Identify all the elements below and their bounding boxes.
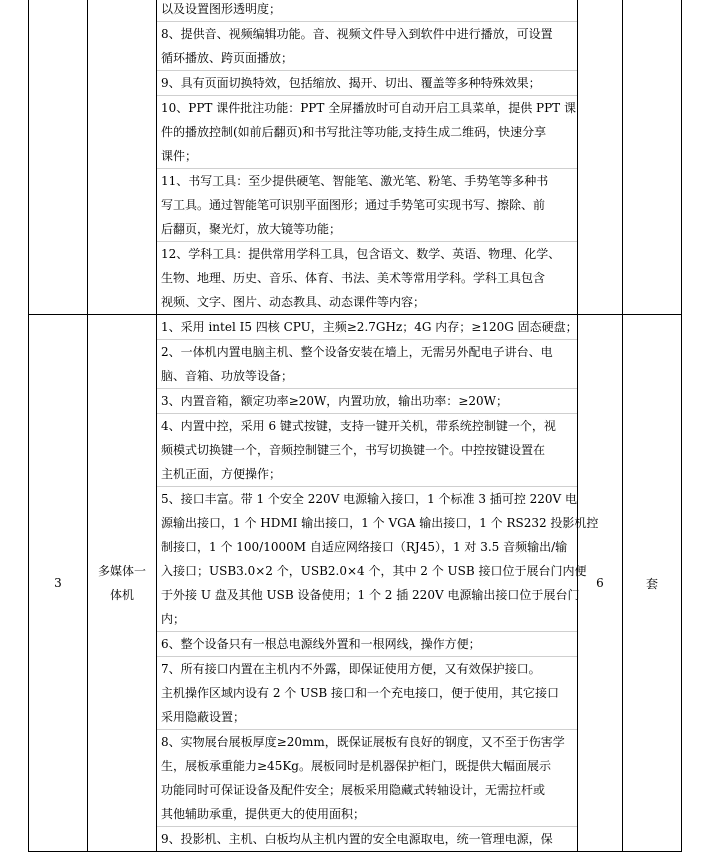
spec-line: 采用隐蔽设置； <box>161 710 246 724</box>
row-name-cell <box>88 0 157 315</box>
spec-item <box>157 95 577 168</box>
spec-line: 1、采用 intel I5 四核 CPU，主频≥2.7GHz；4G 内存；≥120G 固态硬盘； <box>161 320 578 334</box>
spec-line: 9、具有页面切换特效，包括缩放、揭开、切出、覆盖等多种特殊效果； <box>161 76 541 90</box>
spec-item <box>157 826 577 851</box>
spec-item <box>157 413 577 486</box>
table-row-3 <box>29 315 682 852</box>
spec-line: 入接口；USB3.0×2 个，USB2.0×4 个，其中 2 个 USB 接口位于展台门内便 <box>161 564 587 578</box>
spec-line: 4、内置中控，采用 6 键式按键，支持一键开关机，带系统控制键一个，视 <box>161 419 556 433</box>
spec-line: 视频、文字、图片、动态教具、动态课件等内容； <box>161 295 426 309</box>
spec-line: 写工具。通过智能笔可识别平面图形；通过手势笔可实现书写、擦除、前 <box>161 198 546 212</box>
quantity-cell <box>578 0 623 315</box>
table-row-prev <box>29 0 682 315</box>
product-name <box>88 315 157 852</box>
spec-list <box>157 315 599 851</box>
spec-line: 课件； <box>161 149 198 163</box>
spec-line: 5、接口丰富。带 1 个安全 220V 电源输入接口，1 个标准 3 插可控 220V 电 <box>161 492 578 506</box>
spec-line: 脑、音箱、功放等设备； <box>161 369 294 383</box>
spec-line: 功能同时可保证设备及配件安全；展板采用隐藏式转轴设计，无需拉杆或 <box>161 783 546 797</box>
spec-line: 于外接 U 盘及其他 USB 设备使用；1 个 2 插 220V 电源输出接口位于展台门 <box>161 588 580 602</box>
spec-item <box>157 315 577 339</box>
spec-line: 12、学科工具：提供常用学科工具，包含语文、数学、英语、物理、化学、 <box>161 247 561 261</box>
spec-table <box>28 0 682 852</box>
spec-item <box>157 21 577 70</box>
spec-line: 生物、地理、历史、音乐、体育、书法、美术等常用学科。学科工具包含 <box>161 271 546 285</box>
spec-item <box>157 631 577 656</box>
spec-item <box>157 486 599 631</box>
spec-cell <box>157 315 599 852</box>
spec-line: 内； <box>161 612 186 626</box>
spec-line: 生，展板承重能力≥45Kg。展板同时是机器保护柜门，既提供大幅面展示 <box>161 759 551 773</box>
spec-line: 8、提供音、视频编辑功能。音、视频文件导入到软件中进行播放，可设置 <box>161 27 553 41</box>
spec-line: 主机正面，方便操作； <box>161 467 282 481</box>
spec-line: 11、书写工具：至少提供硬笔、智能笔、激光笔、粉笔、手势笔等多种书 <box>161 174 549 188</box>
row-number: 3 <box>29 315 88 852</box>
quantity: 6 <box>578 315 623 852</box>
spec-item <box>157 70 577 95</box>
spec-line: 其他辅助承重，提供更大的使用面积； <box>161 807 366 821</box>
spec-line: 6、整个设备只有一根总电源线外置和一根网线，操作方便； <box>161 637 481 651</box>
spec-item <box>157 729 577 826</box>
spec-line: 9、投影机、主机、白板均从主机内置的安全电源取电，统一管理电源，保 <box>161 832 553 846</box>
spec-item <box>157 0 577 21</box>
spec-item <box>157 168 577 241</box>
spec-list <box>157 0 577 314</box>
spec-line: 8、实物展台展板厚度≥20mm，既保证展板有良好的钢度，又不至于伤害学 <box>161 735 565 749</box>
unit: 套 <box>623 315 682 852</box>
spec-cell <box>157 0 578 315</box>
row-number-cell <box>29 0 88 315</box>
spec-line: 件的播放控制(如前后翻页)和书写批注等功能,支持生成二维码，快速分享 <box>161 125 547 139</box>
product-name-line: 体机 <box>109 588 134 602</box>
spec-line: 制接口，1 个 100/1000M 自适应网络接口（RJ45），1 对 3.5 音频输出/输 <box>161 540 568 554</box>
spec-line: 2、一体机内置电脑主机、整个设备安装在墙上，无需另外配电子讲台、电 <box>161 345 553 359</box>
spec-line: 7、所有接口内置在主机内不外露，即保证使用方便，又有效保护接口。 <box>161 662 541 676</box>
spec-line: 循环播放、跨页面播放； <box>161 51 294 65</box>
spec-item <box>157 388 577 413</box>
spec-line: 3、内置音箱，额定功率≥20W，内置功放，输出功率：≥20W； <box>161 394 508 408</box>
product-name-line: 多媒体一 <box>97 564 146 578</box>
unit-cell <box>623 0 682 315</box>
spec-item <box>157 241 577 314</box>
spec-item <box>157 339 577 388</box>
spec-line: 10、PPT 课件批注功能：PPT 全屏播放时可自动开启工具菜单，提供 PPT 课 <box>161 101 576 115</box>
spec-item <box>157 656 577 729</box>
spec-line: 后翻页，聚光灯，放大镜等功能； <box>161 222 342 236</box>
spec-line: 以及设置图形透明度； <box>161 2 282 16</box>
spec-line: 源输出接口，1 个 HDMI 输出接口，1 个 VGA 输出接口，1 个 RS232 投影机控 <box>161 516 599 530</box>
spec-line: 频模式切换键一个，音频控制键三个，书写切换键一个。中控按键设置在 <box>161 443 546 457</box>
spec-line: 主机操作区域内设有 2 个 USB 接口和一个充电接口，便于使用，其它接口 <box>161 686 560 700</box>
